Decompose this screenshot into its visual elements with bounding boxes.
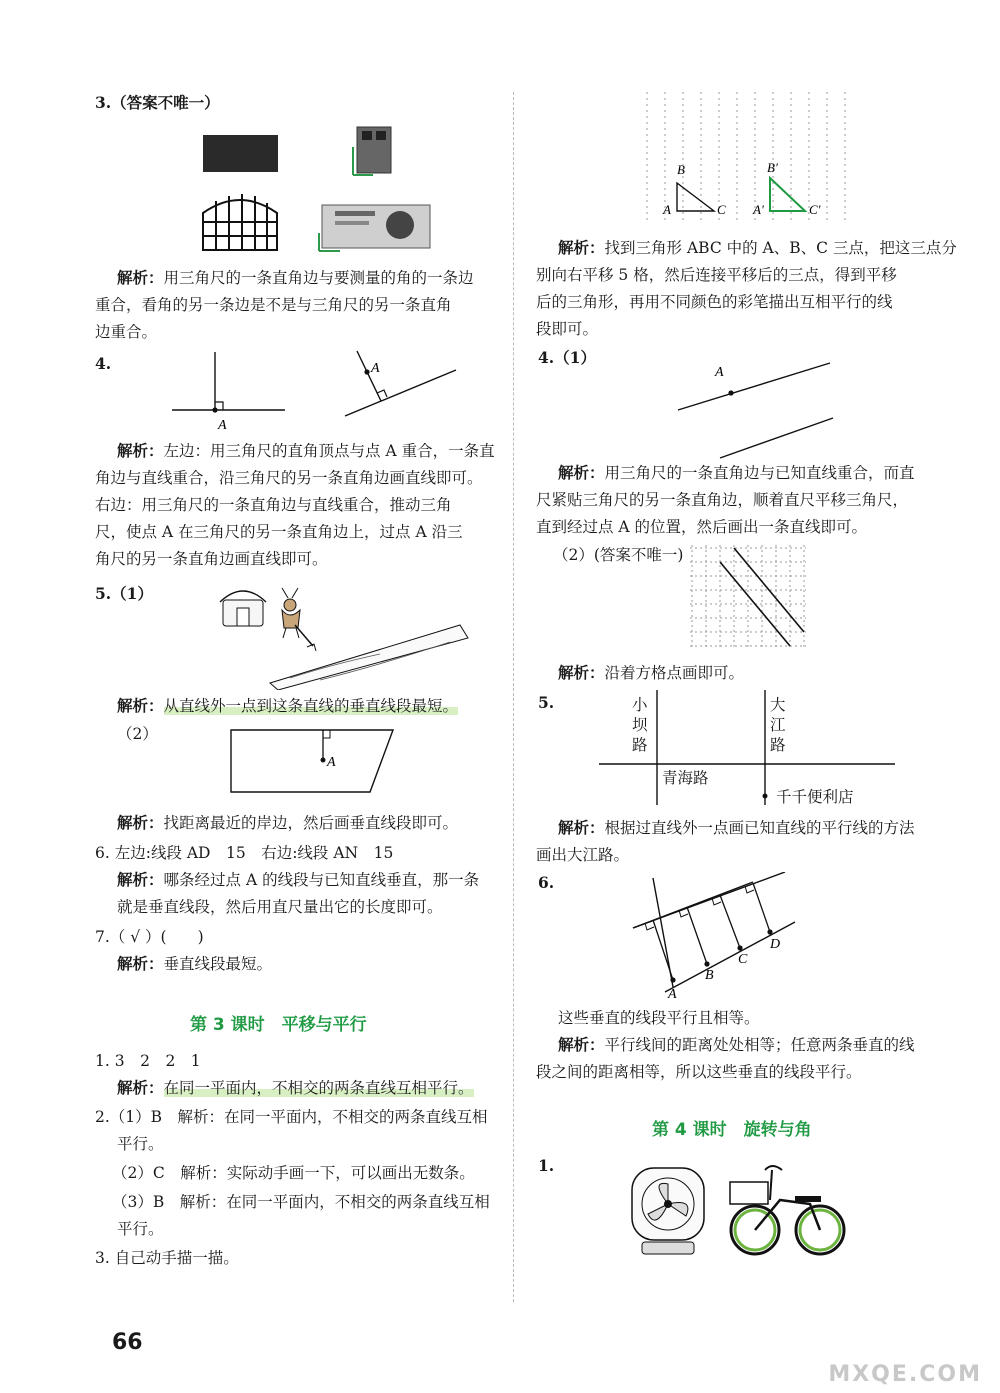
q5-1-figure — [210, 580, 475, 690]
svg-text:C: C — [738, 952, 748, 967]
r4-2-grid-figure — [690, 545, 808, 650]
road-xiaoba-label: 小坝路 — [632, 696, 648, 754]
svg-text:C: C — [717, 202, 726, 217]
r6-note-1: 解析：平行线间的距离处处相等；任意两条垂直的线 — [558, 1035, 915, 1054]
r4-2-note: 解析：沿着方格点画即可。 — [558, 663, 745, 682]
svg-text:B: B — [677, 162, 685, 177]
svg-text:A: A — [327, 755, 336, 770]
r1-figures — [620, 1160, 860, 1260]
svg-text:B': B' — [767, 160, 778, 175]
trapezoid — [231, 730, 393, 792]
q5-2-note: 解析：找距离最近的岸边，然后画垂直线段即可。 — [117, 813, 459, 832]
r4-note-3: 直到经过点 A 的位置，然后画出一条直线即可。 — [536, 518, 868, 536]
q4-figure — [170, 350, 470, 432]
s1-answer: 1. 3 2 2 1 — [95, 1052, 201, 1070]
q5-num: 5.（1） — [95, 584, 153, 603]
river-bank — [270, 625, 468, 690]
r3-grid-figure — [637, 92, 857, 222]
svg-text:C': C' — [809, 202, 821, 217]
q3-note-1: 解析：用三角尺的一条直角边与要测量的角的一条边 — [117, 268, 474, 287]
triangle-abc-prime — [770, 178, 805, 211]
road-qinghai-label: 青海路 — [662, 769, 709, 787]
s2-line-1: 2.（1）B 解析：在同一平面内，不相交的两条直线互相 — [95, 1108, 488, 1126]
q4-note-1: 解析：左边：用三角尺的直角顶点与点 A 重合，一条直 — [117, 441, 495, 460]
shortest-path — [295, 625, 313, 646]
q5-2-num: （2） — [117, 725, 158, 743]
r4-2-num: （2）(答案不唯一) — [553, 546, 684, 564]
r6-num: 6. — [538, 873, 555, 892]
r3-note-1: 解析：找到三角形 ABC 中的 A、B、C 三点，把这三点分 — [558, 238, 957, 257]
q3-title: 3.（答案不唯一） — [95, 93, 220, 112]
road-dajiang-label: 大江路 — [770, 696, 786, 754]
s2-line-5: 平行。 — [117, 1220, 164, 1238]
svg-text:A: A — [668, 987, 677, 1000]
svg-text:B: B — [705, 968, 714, 983]
r6-text: 这些垂直的线段平行且相等。 — [558, 1009, 760, 1027]
q6-note-2: 就是垂直线段，然后用直尺量出它的长度即可。 — [117, 898, 443, 916]
point-a-label: A — [218, 418, 227, 432]
store-label: 千千便利店 — [776, 788, 854, 806]
s2-line-3: （2）C 解析：实际动手画一下，可以画出无数条。 — [112, 1164, 475, 1182]
svg-text:A: A — [371, 361, 380, 376]
section-4-title: 第 4 课时 旋转与角 — [652, 1120, 812, 1140]
q4-note-4: 尺，使点 A 在三角尺的另一条直角边上，过点 A 沿三 — [95, 523, 463, 541]
q5-2-figure — [230, 728, 395, 798]
r3-note-3: 后的三角形，再用不同颜色的彩笔描出互相平行的线 — [536, 293, 893, 311]
r5-num: 5. — [538, 693, 555, 712]
window-grid — [203, 200, 277, 250]
s1-note: 解析：在同一平面内，不相交的两条直线互相平行。 — [117, 1078, 474, 1097]
r6-figure — [625, 872, 825, 1000]
svg-text:D: D — [770, 937, 781, 952]
r4-num: 4.（1） — [538, 348, 596, 367]
r4-1-figure — [675, 360, 835, 460]
q3-note-3: 边重合。 — [95, 323, 158, 341]
r1-num: 1. — [538, 1156, 555, 1175]
section-3-title: 第 3 课时 平移与平行 — [190, 1015, 367, 1035]
r4-note-2: 尺紧贴三角尺的另一条直角边，顺着直尺平移三角尺， — [536, 491, 909, 509]
q7-note: 解析：垂直线段最短。 — [117, 954, 273, 973]
deer-icon — [284, 599, 296, 611]
r3-note-2: 别向右平移 5 格，然后连接平移后的三点，得到平移 — [536, 266, 897, 284]
q4-num: 4. — [95, 354, 112, 373]
q3-note-2: 重合，看角的另一条边是不是与三角尺的另一条直角 — [95, 296, 452, 314]
r6-note-2: 段之间的距离相等，所以这些垂直的线段平行。 — [536, 1063, 862, 1081]
page-number: 66 — [112, 1330, 143, 1355]
r5-note-2: 画出大江路。 — [536, 846, 630, 864]
svg-text:A: A — [663, 202, 671, 217]
q7-answer: 7.（ √ ）( ) — [95, 928, 204, 946]
q4-note-3: 右边：用三角尺的一条直角边与直线重合，推动三角 — [95, 496, 452, 514]
s2-line-4: （3）B 解析：在同一平面内，不相交的两条直线互相 — [112, 1193, 490, 1211]
r4-note-1: 解析：用三角尺的一条直角边与已知直线重合，而直 — [558, 463, 915, 482]
q4-note-2: 角边与直线重合，沿三角尺的另一条直角边画直线即可。 — [95, 469, 483, 487]
black-rectangle — [203, 135, 278, 172]
r3-note-4: 段即可。 — [536, 320, 599, 338]
r5-note-1: 解析：根据过直线外一点画已知直线的平行线的方法 — [558, 818, 915, 837]
q6-note-1: 解析：哪条经过点 A 的线段与已知直线垂直，那一条 — [117, 870, 480, 889]
watermark: MXQE.COM — [828, 1362, 982, 1387]
s3-answer: 3. 自己动手描一描。 — [95, 1249, 239, 1267]
svg-text:A': A' — [753, 202, 764, 217]
q5-1-note: 解析：从直线外一点到这条直线的垂直线段最短。 — [117, 696, 459, 715]
svg-text:A: A — [715, 365, 724, 380]
q3-figures — [195, 125, 455, 260]
s2-line-2: 平行。 — [117, 1135, 164, 1153]
q4-note-5: 角尺的另一条直角边画直线即可。 — [95, 550, 328, 568]
q6-answer: 6. 左边:线段 AD 15 右边:线段 AN 15 — [95, 844, 394, 862]
column-divider — [513, 92, 514, 1302]
point-a — [212, 407, 217, 412]
